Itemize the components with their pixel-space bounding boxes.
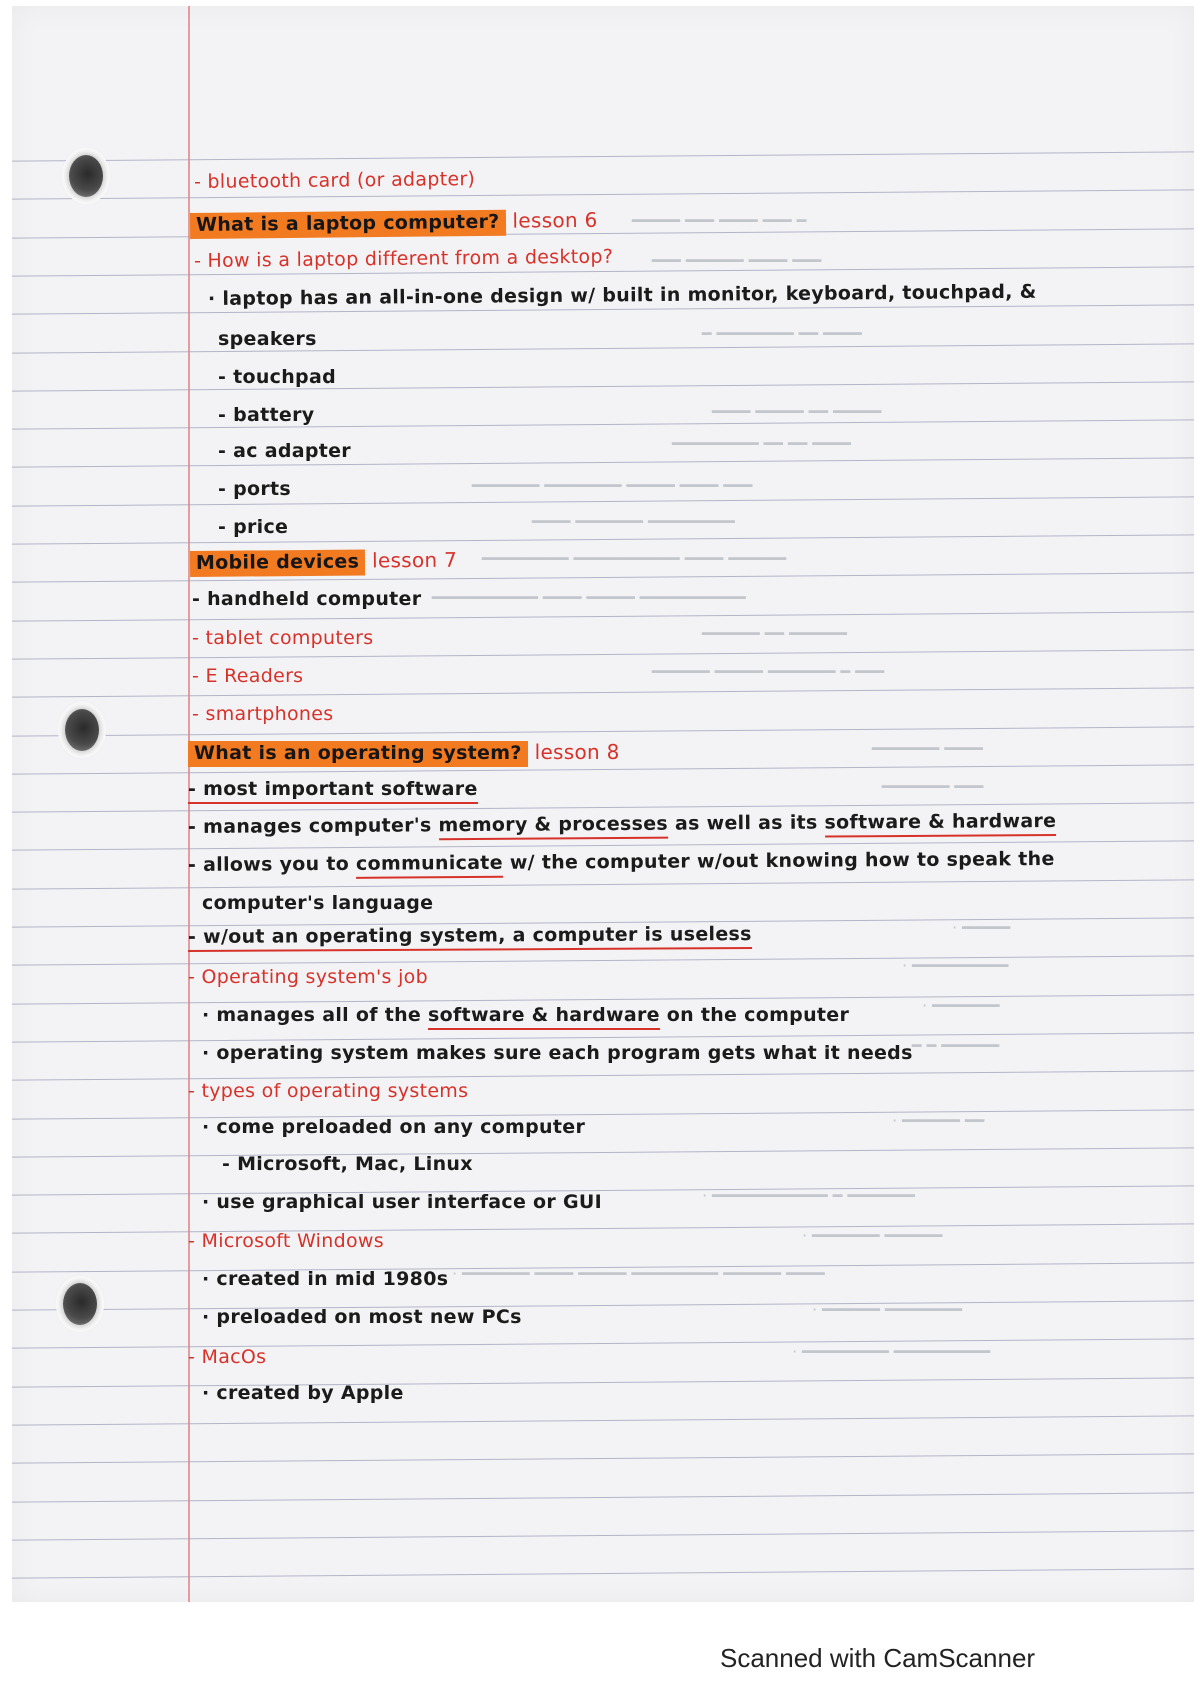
notebook-paper: ━ ━━━ ━━━━ ━━━ ━━━━━ ━━━ ━━━━ ━━━━━━ ━━━ ━━━━ ━━ ━━━━━━━━ ━ ━━━━━ ━━ ━━━━━ ━━━━ ━━━━ ━━ ━━ ━━━━━━━━━ ━━━ ━━━━ ━━━━━ ━━━━━━━━ ━━━━━━━ ━━━━━━━━━ ━━━━━━━ ━━━━ ━━━━━━ ━━━━ ━━━━━━━━━━━ ━━━━━━━━━ ━━━━━━━━━━━ ━━━━━ ━━━━ ━━━━━━━━━━━ ━━━━━━ ━━ ━━━━━━ ━━━ ━ ━━━━━━━ ━━━━━ ━━━━━━ ━━━━ ━━━━━━━ ━━━ ━━━━━━━ ━━━━━ · ━━━━━━━━━━ · ━━━━━━━ · ━━━━━━ ━ ━ ━━ ━━━━━━ · ━━━━━━━ ━ ━━━━━━━━━━━━ · ━━━━━━ ━━━━━━━ · ━━━━ ━━━━━━ ━━━━━━━━━ ━━━━━ ━━━━ ━━━━━━━ · ━━━━━━━━ ━━━━━━ · ━━━━━━━━━━ ━━━━━━━━━ · - bluetooth card (or adapter) What is a laptop computer? lesson 6 - How is a laptop different from a desktop? · laptop has an all-in-one design w/ built in monitor, keyboard, touchpad, & speakers - touchpad - battery - ac adapter - ports - price Mobile devices lesson 7 - handheld computer - tablet computers - E Readers - smartphones What is an operating system? lesson 8 - most important software - manages computer's memory & processes as well as its software & hardware - allows you to communicate w/ the computer w/out knowing how to speak the computer's language - w/out an operating system, a computer is useless - Operating system's job · manages all of the software & hardware on the computer · operating system makes sure each program gets what it needs - types of operating systems · come preloaded on any computer - Microsoft, Mac, Linux · use graphical user interface or GUI - Microsoft Windows · created in mid 1980s · preloaded on most new PCs - MacOs · created by Apple (12, 6, 1194, 1602)
lesson-heading (190, 548, 457, 574)
note-line: - ac adapter (218, 440, 351, 462)
note-line: · created by Apple (202, 1382, 404, 1404)
binder-hole-icon (69, 155, 103, 197)
note-line: - E Readers (192, 665, 304, 687)
lesson-label: lesson 7 (371, 547, 458, 573)
note-line: - ports (218, 478, 292, 500)
lesson-heading (188, 740, 620, 764)
underlined-phrase: software & hardware (428, 1004, 660, 1030)
note-line: · come preloaded on any computer (202, 1116, 586, 1138)
note-line: - tablet computers (192, 627, 374, 649)
note-line: - handheld computer (192, 588, 422, 610)
note-text: - manages computer's (187, 814, 432, 838)
note-line: - price (218, 516, 289, 538)
highlighted-heading: What is a laptop computer? (190, 210, 506, 239)
note-line: - types of operating systems (188, 1080, 469, 1102)
note-line (188, 848, 1055, 876)
note-line: · created in mid 1980s (202, 1268, 449, 1290)
note-line: - MacOs (188, 1346, 267, 1368)
note-line: · preloaded on most new PCs (202, 1306, 522, 1328)
note-line: - battery (218, 404, 315, 426)
note-line: · laptop has an all-in-one design w/ built in monitor, keyboard, touchpad, & (207, 280, 1037, 310)
underlined-phrase: - most important software (188, 778, 478, 804)
note-line: · operating system makes sure each program gets what it needs (202, 1042, 913, 1064)
highlighted-heading: Mobile devices (190, 549, 365, 577)
underlined-phrase: communicate (356, 852, 503, 879)
note-line: - Operating system's job (188, 966, 428, 988)
underlined-phrase: memory & processes (438, 813, 668, 841)
note-line: speakers (218, 328, 317, 350)
lesson-label: lesson 8 (534, 740, 620, 764)
lesson-label: lesson 6 (512, 207, 598, 233)
note-text: - allows you to (187, 852, 350, 876)
note-text: as well as its (674, 811, 818, 835)
note-line: - How is a laptop different from a desktop? (193, 245, 614, 272)
binder-hole-icon (63, 1283, 97, 1325)
binder-hole-icon (65, 709, 99, 751)
note-line: - Microsoft, Mac, Linux (222, 1153, 473, 1175)
note-line: - Microsoft Windows (188, 1230, 384, 1252)
note-line: - bluetooth card (or adapter) (193, 168, 476, 193)
note-line (202, 1004, 849, 1026)
note-line: · use graphical user interface or GUI (202, 1191, 602, 1213)
underlined-phrase: software & hardware (824, 810, 1056, 838)
note-text: on the computer (666, 1004, 850, 1026)
note-text: · manages all of the (202, 1004, 422, 1026)
note-line: computer's language (202, 892, 434, 914)
note-line: - smartphones (192, 703, 334, 725)
note-text: w/ the computer w/out knowing how to speak the (509, 847, 1055, 874)
note-line (188, 923, 752, 948)
note-line (188, 810, 1056, 838)
note-line: - touchpad (218, 366, 336, 388)
camscanner-watermark: Scanned with CamScanner (720, 1643, 1036, 1673)
note-line (188, 778, 478, 800)
highlighted-heading: What is an operating system? (188, 741, 528, 767)
lesson-heading (190, 208, 598, 236)
underlined-phrase: - w/out an operating system, a computer is useless (188, 923, 752, 952)
